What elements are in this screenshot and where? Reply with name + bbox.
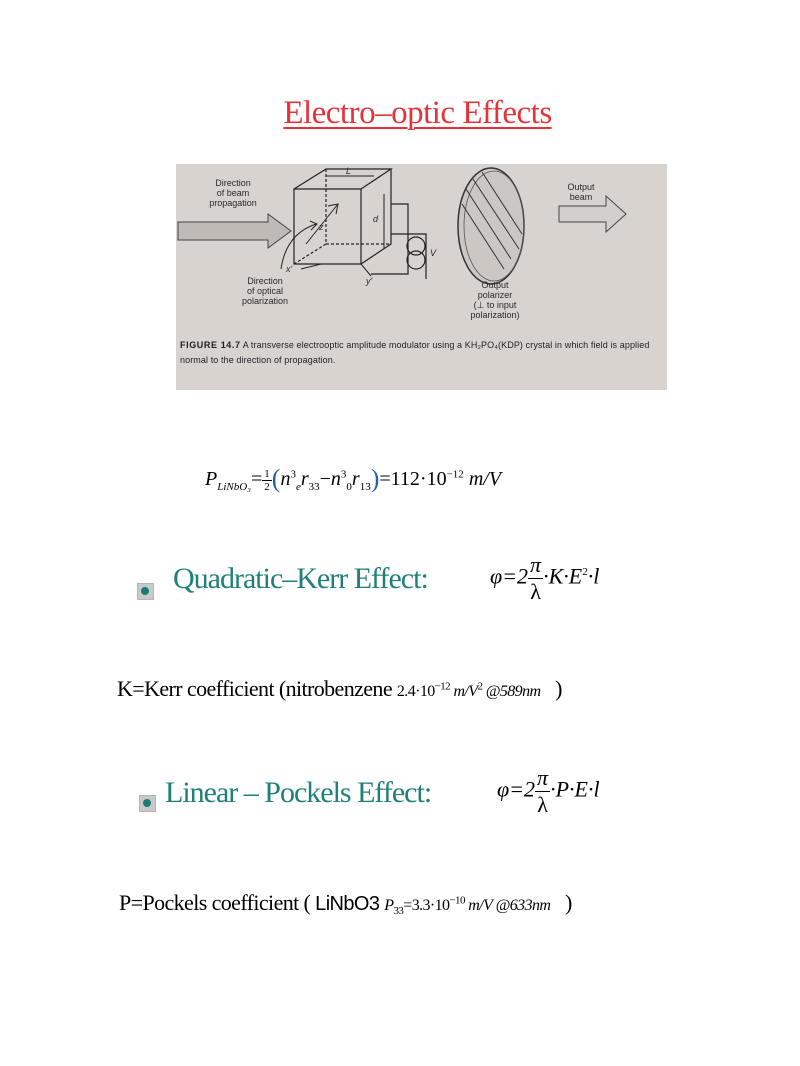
pockels-rest: ·P·E·l bbox=[550, 776, 600, 802]
kerr-bullet-icon bbox=[137, 583, 154, 600]
eq-half-fraction bbox=[262, 468, 272, 493]
label-voltage: V bbox=[430, 248, 437, 258]
pockels-note-wavelength: @633nm bbox=[495, 897, 551, 914]
kerr-phi: φ=2 bbox=[490, 563, 529, 589]
eq-sub-13: 13 bbox=[359, 481, 371, 493]
eq-result-exp: −12 bbox=[446, 468, 464, 481]
eq-half-den: 2 bbox=[264, 480, 270, 493]
kerr-note-wavelength: @589nm bbox=[485, 683, 541, 700]
label-output-polarizer: Output polarizer (⊥ to input polarization) bbox=[470, 280, 520, 320]
eq-n-0: n bbox=[330, 468, 341, 490]
kerr-formula bbox=[490, 552, 599, 605]
pockels-note-value-group bbox=[384, 894, 551, 918]
pockels-note-unit: m/V bbox=[468, 897, 493, 914]
kerr-exp: 2 bbox=[582, 566, 588, 579]
figure-caption bbox=[180, 338, 663, 368]
page-title: Electro–optic Effects bbox=[283, 95, 552, 131]
pockels-note-close: ) bbox=[565, 890, 572, 915]
eq-r33: r bbox=[300, 468, 309, 490]
label-dim-L: L bbox=[346, 166, 352, 176]
pockels-coefficient-note bbox=[119, 890, 572, 917]
eq-minus: − bbox=[319, 468, 331, 490]
kerr-note-close: ) bbox=[555, 676, 562, 701]
pockels-fraction bbox=[535, 765, 550, 818]
pockels-phi: φ=2 bbox=[497, 776, 536, 802]
eq-paren-open: ( bbox=[271, 464, 281, 493]
kerr-note-unit: m/V bbox=[453, 683, 478, 700]
eq-exp3-b: 3 bbox=[340, 468, 347, 481]
kerr-coefficient-note bbox=[117, 676, 562, 702]
eq-result: =112·10 bbox=[379, 468, 447, 490]
pockels-bullet-icon bbox=[139, 795, 156, 812]
eq-unit: m/V bbox=[463, 468, 502, 490]
pockels-heading: Linear – Pockels Effect: bbox=[165, 776, 432, 809]
pockels-formula bbox=[497, 765, 600, 818]
pockels-note-prefix: P= bbox=[119, 890, 143, 915]
pockels-note-text: Pockels coefficient ( bbox=[142, 890, 316, 915]
label-axis-y: y' bbox=[366, 276, 373, 286]
kerr-note-value-group bbox=[396, 680, 541, 700]
kerr-note-value-exp: −12 bbox=[434, 680, 451, 693]
output-polarizer-disk bbox=[458, 168, 524, 284]
eq-paren-close: ) bbox=[370, 464, 380, 493]
label-axis-x: x' bbox=[286, 264, 293, 274]
label-polarization-direction: Direction of optical polarization bbox=[241, 276, 289, 306]
pockels-lambda: λ bbox=[537, 792, 548, 817]
eq-sub-33: 33 bbox=[308, 481, 320, 493]
pockels-note-value: =3.3·10 bbox=[403, 897, 450, 914]
label-dim-d: d bbox=[373, 214, 379, 224]
kerr-lambda: λ bbox=[530, 579, 541, 604]
caption-label: FIGURE 14.7 bbox=[180, 340, 241, 350]
pockels-p-sub: 33 bbox=[393, 905, 404, 918]
pockels-pi: π bbox=[537, 765, 549, 790]
input-beam-arrow bbox=[178, 214, 291, 248]
eq-lhs-sub: LiNbO₃ bbox=[217, 481, 251, 493]
caption-text: A transverse electrooptic amplitude modulator using a KH₂PO₄(KDP) crystal in which field is applied normal to the direction of propagation. bbox=[180, 340, 650, 365]
pockels-note-value-exp: −10 bbox=[449, 894, 465, 907]
label-axis-z: z bbox=[319, 222, 324, 232]
voltage-source bbox=[371, 204, 426, 279]
kerr-note-unit-exp: 2 bbox=[477, 680, 483, 693]
eq-lhs-symbol: P bbox=[205, 468, 218, 490]
kerr-tail: ·l bbox=[587, 563, 600, 589]
eq-sub-0: 0 bbox=[346, 481, 352, 493]
eq-exp3-a: 3 bbox=[290, 468, 296, 481]
modulator-figure bbox=[176, 164, 667, 390]
kerr-heading: Quadratic–Kerr Effect: bbox=[173, 562, 428, 595]
eq-n-e: n bbox=[280, 468, 291, 490]
pockels-material: LiNbO3 bbox=[315, 893, 380, 915]
linbo3-coefficient-equation: $P_{LiNbO_3}=$ $\frac{1}{2}$ $(n^3_er_{33}-n^3_0r_{13})=112\cdot 10^{-12}$ m/V bbox=[205, 464, 502, 493]
label-output-beam: Output beam bbox=[567, 182, 595, 202]
kerr-note-prefix: K= bbox=[117, 676, 145, 701]
kerr-note-text: Kerr coefficient (nitrobenzene bbox=[144, 676, 397, 701]
eq-half-num: 1 bbox=[264, 467, 270, 480]
kerr-note-value: 2.4·10 bbox=[396, 683, 435, 700]
kerr-rest: ·K·E bbox=[543, 563, 583, 589]
dimension-marks bbox=[281, 176, 384, 276]
label-beam-direction: Direction of beam propagation bbox=[209, 178, 257, 208]
eq-sub-e: e bbox=[295, 481, 301, 493]
eq-r13: r bbox=[351, 468, 360, 490]
kerr-fraction bbox=[528, 552, 543, 605]
pockels-p-symbol: P bbox=[384, 897, 394, 914]
kerr-pi: π bbox=[530, 552, 542, 577]
